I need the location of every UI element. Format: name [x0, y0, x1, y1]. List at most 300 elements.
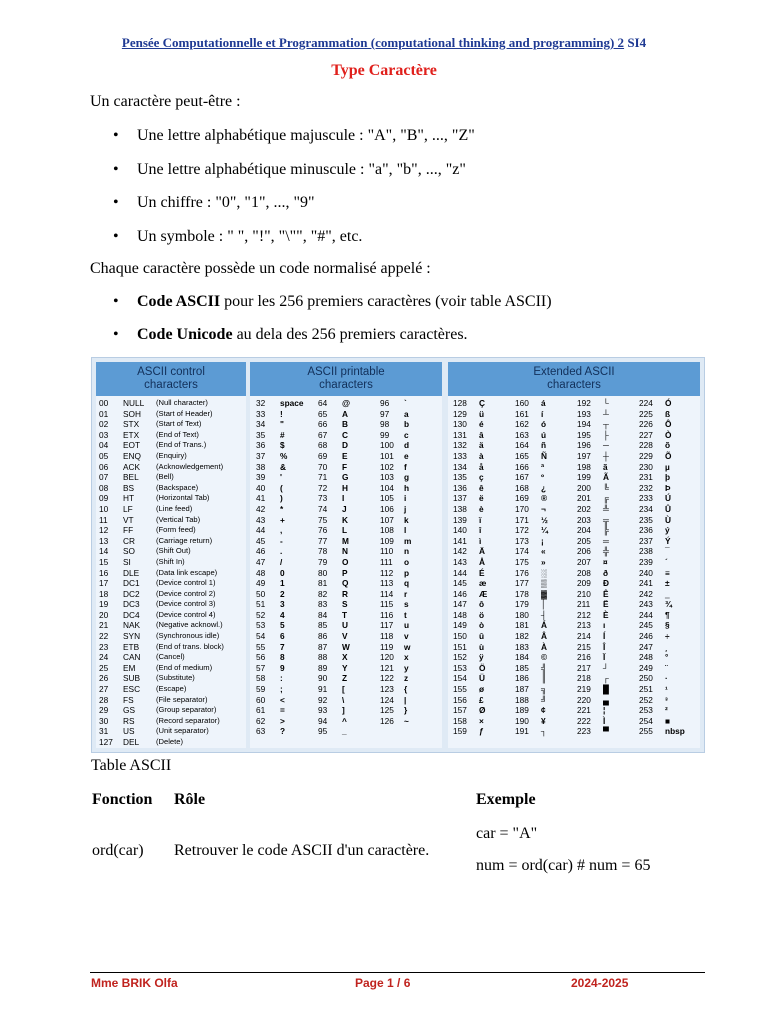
ascii-code: 24 — [99, 652, 109, 663]
ascii-code: 83 — [318, 599, 328, 610]
ascii-code: 97 — [380, 408, 390, 419]
ascii-abbrev: DC2 — [123, 588, 140, 599]
ascii-code: 134 — [453, 461, 467, 472]
ascii-char: ░ — [541, 567, 547, 578]
ascii-code: 155 — [453, 684, 467, 695]
ascii-char: ▄ — [603, 694, 609, 705]
ascii-code: 154 — [453, 673, 467, 684]
ascii-char: ´ — [665, 556, 668, 567]
ascii-table-image — [91, 357, 705, 753]
ascii-code: 55 — [256, 641, 266, 652]
ascii-code: 237 — [639, 535, 653, 546]
ascii-code: 255 — [639, 726, 653, 737]
ascii-char: Â — [541, 631, 547, 642]
ascii-code: 100 — [380, 440, 394, 451]
ascii-code: 233 — [639, 493, 653, 504]
ascii-code: 175 — [515, 556, 529, 567]
ascii-char: Ç — [479, 398, 485, 408]
ascii-char: 6 — [280, 631, 285, 642]
ascii-char: ` — [404, 398, 407, 408]
ascii-char: ß — [665, 408, 671, 419]
ascii-code: 76 — [318, 525, 328, 536]
ascii-char: Ü — [479, 673, 485, 684]
ascii-char: Ý — [665, 535, 671, 546]
ascii-code: 143 — [453, 556, 467, 567]
ascii-char: ┌ — [603, 673, 609, 684]
ascii-char: æ — [479, 578, 487, 589]
ascii-code: 176 — [515, 567, 529, 578]
ascii-code: 163 — [515, 429, 529, 440]
ascii-control-row — [96, 557, 246, 568]
ascii-code: 125 — [380, 705, 394, 716]
ascii-char: ╗ — [541, 684, 547, 695]
ascii-code: 13 — [99, 535, 109, 546]
ascii-char: . — [280, 546, 283, 557]
ascii-char: ö — [479, 609, 485, 620]
ascii-code: 177 — [515, 578, 529, 589]
ascii-code: 158 — [453, 715, 467, 726]
ascii-code: 23 — [99, 641, 109, 652]
ascii-code: 88 — [318, 652, 328, 663]
ascii-code: 75 — [318, 514, 328, 525]
ascii-char: , — [280, 525, 283, 536]
ascii-control-row — [96, 620, 246, 631]
ascii-char: V — [342, 631, 348, 642]
ascii-char: p — [404, 567, 410, 578]
ascii-char: ┼ — [603, 450, 609, 461]
ascii-code: 141 — [453, 535, 467, 546]
ascii-char: × — [479, 715, 484, 726]
ascii-code: 19 — [99, 599, 109, 610]
ascii-char: ═ — [603, 535, 609, 546]
ascii-char: 3 — [280, 599, 285, 610]
ascii-char: Ã — [603, 472, 609, 483]
ascii-code: 127 — [99, 737, 113, 747]
ascii-code: 135 — [453, 472, 467, 483]
ascii-control-row — [96, 504, 246, 515]
ascii-code: 227 — [639, 429, 653, 440]
ascii-code: 39 — [256, 472, 266, 483]
ascii-printable-row — [250, 430, 442, 441]
ascii-code: 49 — [256, 578, 266, 589]
ascii-code: 173 — [515, 535, 529, 546]
ascii-code: 82 — [318, 588, 328, 599]
ascii-control-row — [96, 599, 246, 610]
list-item-uppercase — [113, 127, 475, 145]
ascii-code: 60 — [256, 694, 266, 705]
ascii-char: û — [479, 631, 485, 642]
ascii-code: 53 — [256, 620, 266, 631]
list-item-lowercase — [113, 161, 466, 179]
header-title: Pensée Computationnelle et Programmation (computational thinking and programming) 2 — [121, 35, 625, 50]
ascii-code: 40 — [256, 482, 266, 493]
ascii-code: 65 — [318, 408, 328, 419]
ascii-code: 22 — [99, 631, 109, 642]
ascii-char: S — [342, 599, 348, 610]
bullet-icon: • — [113, 228, 119, 245]
ascii-char: B — [342, 419, 348, 430]
ascii-extended-row — [448, 515, 700, 526]
ascii-char: ¿ — [541, 482, 547, 493]
ascii-char: g — [404, 472, 410, 483]
ascii-code: 232 — [639, 482, 653, 493]
ascii-control-row — [96, 652, 246, 663]
ascii-description: (Escape) — [156, 684, 187, 694]
ascii-abbrev: ACK — [123, 461, 141, 472]
ascii-code: 204 — [577, 525, 591, 536]
ascii-control-panel — [96, 362, 246, 748]
ascii-control-row — [96, 451, 246, 462]
table-cell-role: Retrouver le code ASCII d'un caractère. — [174, 842, 430, 859]
ascii-char: │ — [541, 599, 547, 610]
ascii-printable-row — [250, 451, 442, 462]
ascii-code: 113 — [380, 578, 394, 589]
ascii-char: y — [404, 662, 409, 673]
ascii-code: 209 — [577, 578, 591, 589]
ascii-code: 57 — [256, 662, 266, 673]
ascii-char: ╦ — [603, 514, 609, 525]
ascii-description: (Shift Out) — [156, 546, 191, 556]
ascii-control-row — [96, 525, 246, 536]
table-header-role: Rôle — [174, 791, 206, 808]
ascii-control-row — [96, 684, 246, 695]
ascii-code: 87 — [318, 641, 328, 652]
ascii-code: 112 — [380, 567, 394, 578]
ascii-code: 189 — [515, 705, 529, 716]
ascii-code: 99 — [380, 429, 390, 440]
ascii-char: k — [404, 514, 409, 525]
ascii-char: d — [404, 440, 410, 451]
ascii-code: 123 — [380, 684, 394, 695]
ascii-char: ■ — [665, 715, 671, 726]
ascii-char: % — [280, 450, 288, 461]
ascii-code: 06 — [99, 461, 109, 472]
ascii-char: ç — [479, 472, 484, 483]
ascii-code: 91 — [318, 684, 328, 695]
ascii-extended-row — [448, 663, 700, 674]
ascii-char: ─ — [603, 440, 609, 451]
ascii-abbrev: ETB — [123, 641, 140, 652]
ascii-char: ▓ — [541, 588, 548, 599]
ascii-char: « — [541, 546, 546, 557]
ascii-abbrev: SYN — [123, 631, 141, 642]
ascii-char: Ø — [479, 705, 486, 716]
ascii-code: 133 — [453, 450, 467, 461]
ascii-code: 63 — [256, 726, 266, 737]
ascii-char: a — [404, 408, 409, 419]
ascii-code: 138 — [453, 503, 467, 514]
ascii-code: 115 — [380, 599, 394, 610]
list-item-ascii — [113, 293, 552, 311]
ascii-char: > — [280, 715, 285, 726]
ascii-description: (Record separator) — [156, 715, 220, 725]
ascii-printable-row — [250, 652, 442, 663]
ascii-printable-row — [250, 726, 442, 737]
ascii-extended-title — [448, 362, 700, 396]
ascii-code: 253 — [639, 705, 653, 716]
ascii-code: 64 — [318, 398, 328, 408]
ascii-char: ╠ — [603, 525, 609, 536]
bullet-icon: • — [113, 161, 119, 178]
ascii-code: 109 — [380, 535, 394, 546]
ascii-char: 7 — [280, 641, 285, 652]
ascii-extended-row — [448, 472, 700, 483]
ascii-code: 28 — [99, 694, 109, 705]
ascii-code: 195 — [577, 429, 591, 440]
ascii-code: 182 — [515, 631, 529, 642]
ascii-char: é — [479, 419, 484, 430]
ascii-code: 164 — [515, 440, 529, 451]
ascii-code: 152 — [453, 652, 467, 663]
ascii-code: 10 — [99, 503, 109, 514]
ascii-char: L — [342, 525, 348, 536]
ascii-printable-row — [250, 493, 442, 504]
ascii-code: 92 — [318, 694, 328, 705]
ascii-control-row — [96, 440, 246, 451]
ascii-code: 216 — [577, 652, 591, 663]
ascii-char: 5 — [280, 620, 285, 631]
ascii-code: 137 — [453, 493, 467, 504]
ascii-printable-row — [250, 620, 442, 631]
ascii-code: 71 — [318, 472, 328, 483]
ascii-code: 248 — [639, 652, 653, 663]
ascii-code: 05 — [99, 450, 109, 461]
ascii-code: 206 — [577, 546, 591, 557]
ascii-char: l — [404, 525, 407, 536]
ascii-char: ╝ — [541, 694, 547, 705]
ascii-code: 02 — [99, 419, 109, 430]
document-header — [0, 35, 768, 51]
ascii-code: 45 — [256, 535, 266, 546]
ascii-char: ÿ — [479, 652, 484, 663]
ascii-code: 246 — [639, 631, 653, 642]
ascii-printable-rows — [250, 398, 442, 737]
ascii-char: ² — [665, 705, 668, 716]
ascii-abbrev: STX — [123, 419, 140, 430]
ascii-char: q — [404, 578, 410, 589]
ascii-char: ® — [541, 493, 548, 504]
ascii-code: 35 — [256, 429, 266, 440]
ascii-char: º — [541, 472, 545, 483]
ascii-extended-row — [448, 610, 700, 621]
ascii-control-row — [96, 483, 246, 494]
ascii-char: Î — [603, 641, 606, 652]
ascii-printable-row — [250, 589, 442, 600]
ascii-abbrev: SO — [123, 546, 135, 557]
ascii-char: T — [342, 609, 348, 620]
ascii-code: 254 — [639, 715, 653, 726]
ascii-printable-row — [250, 663, 442, 674]
ascii-description: (Group separator) — [156, 705, 217, 715]
ascii-char: ¾ — [665, 599, 672, 610]
ascii-code: 244 — [639, 609, 653, 620]
ascii-char: ┐ — [541, 726, 547, 737]
ascii-char: J — [342, 503, 347, 514]
ascii-code: 46 — [256, 546, 266, 557]
ascii-code: 94 — [318, 715, 328, 726]
ascii-abbrev: CR — [123, 535, 135, 546]
ascii-code: 200 — [577, 482, 591, 493]
ascii-code: 218 — [577, 673, 591, 684]
ascii-code: 212 — [577, 609, 591, 620]
ascii-code: 98 — [380, 419, 390, 430]
ascii-char: ä — [479, 440, 484, 451]
ascii-control-row — [96, 642, 246, 653]
ascii-printable-row — [250, 546, 442, 557]
ascii-char: v — [404, 631, 409, 642]
ascii-abbrev: SOH — [123, 408, 141, 419]
footer-author: Mme BRIK Olfa — [91, 976, 178, 990]
ascii-code: 168 — [515, 482, 529, 493]
list-item-text: au dela des 256 premiers caractères. — [232, 326, 468, 343]
ascii-code: 126 — [380, 715, 394, 726]
ascii-code: 67 — [318, 429, 328, 440]
ascii-code: 144 — [453, 567, 467, 578]
ascii-abbrev: US — [123, 726, 135, 737]
ascii-abbrev: BEL — [123, 472, 139, 483]
ascii-char: ; — [280, 684, 283, 695]
ascii-code: 210 — [577, 588, 591, 599]
ascii-control-row — [96, 726, 246, 737]
list-item-bold: Code ASCII — [137, 293, 221, 310]
ascii-char: ô — [479, 599, 485, 610]
ascii-printable-row — [250, 472, 442, 483]
ascii-char: ³ — [665, 694, 668, 705]
ascii-code: 243 — [639, 599, 653, 610]
ascii-char: ý — [665, 525, 670, 536]
ascii-char: = — [280, 705, 285, 716]
ascii-printable-row — [250, 462, 442, 473]
ascii-code: 128 — [453, 398, 467, 408]
ascii-control-rows — [96, 398, 246, 748]
ascii-char: Ú — [665, 493, 671, 504]
ascii-code: 211 — [577, 599, 591, 610]
codes-intro-paragraph: Chaque caractère possède un code normalisé appelé : — [90, 260, 431, 277]
ascii-char: P — [342, 567, 348, 578]
ascii-code: 121 — [380, 662, 394, 673]
ascii-code: 14 — [99, 546, 109, 557]
ascii-char: ñ — [541, 440, 547, 451]
ascii-char: ] — [342, 705, 345, 716]
ascii-char: e — [404, 450, 409, 461]
ascii-extended-row — [448, 695, 700, 706]
table-cell-exemple-line1: car = "A" — [476, 825, 538, 842]
ascii-char: $ — [280, 440, 285, 451]
ascii-printable-row — [250, 515, 442, 526]
ascii-char: ½ — [541, 514, 548, 525]
ascii-code: 150 — [453, 631, 467, 642]
ascii-extended-row — [448, 462, 700, 473]
ascii-char: ò — [479, 620, 485, 631]
ascii-char: ó — [541, 419, 547, 430]
ascii-char: h — [404, 482, 410, 493]
ascii-description: (Backspace) — [156, 482, 199, 492]
ascii-code: 242 — [639, 588, 653, 599]
ascii-printable-title — [250, 362, 442, 396]
list-item-text: Une lettre alphabétique minuscule : "a", "b", ..., "z" — [137, 161, 466, 178]
ascii-char: Õ — [665, 450, 672, 461]
ascii-code: 197 — [577, 450, 591, 461]
ascii-code: 196 — [577, 440, 591, 451]
ascii-char: É — [479, 567, 485, 578]
ascii-code: 47 — [256, 556, 266, 567]
ascii-code: 198 — [577, 461, 591, 472]
ascii-description: (Enquiry) — [156, 450, 187, 460]
ascii-description: (Synchronous idle) — [156, 631, 220, 641]
bullet-icon: • — [113, 194, 119, 211]
ascii-char: è — [479, 503, 484, 514]
footer-year: 2024-2025 — [571, 976, 629, 990]
ascii-code: 224 — [639, 398, 653, 408]
ascii-char: b — [404, 419, 410, 430]
ascii-extended-row — [448, 409, 700, 420]
ascii-code: 186 — [515, 673, 529, 684]
ascii-printable-row — [250, 398, 442, 409]
ascii-printable-row — [250, 610, 442, 621]
ascii-code: 251 — [639, 684, 653, 695]
ascii-control-row — [96, 546, 246, 557]
ascii-code: 236 — [639, 525, 653, 536]
ascii-description: (Device control 4) — [156, 609, 216, 619]
ascii-code: 228 — [639, 440, 653, 451]
ascii-control-row — [96, 419, 246, 430]
list-item-unicode — [113, 326, 468, 344]
ascii-code: 119 — [380, 641, 394, 652]
ascii-char: È — [603, 609, 609, 620]
ascii-char: Ä — [479, 546, 485, 557]
header-class: SI4 — [624, 35, 647, 50]
ascii-char: \ — [342, 694, 345, 705]
ascii-description: (Form feed) — [156, 525, 196, 535]
ascii-char: î — [479, 525, 482, 536]
ascii-code: 00 — [99, 398, 109, 408]
ascii-abbrev: DC3 — [123, 599, 140, 610]
ascii-code: 103 — [380, 472, 394, 483]
ascii-char: Ó — [665, 398, 672, 408]
ascii-char: W — [342, 641, 350, 652]
ascii-code: 102 — [380, 461, 394, 472]
ascii-code: 86 — [318, 631, 328, 642]
ascii-char: U — [342, 620, 348, 631]
ascii-char: Ù — [665, 514, 671, 525]
ascii-description: (Null character) — [156, 398, 208, 407]
ascii-abbrev: VT — [123, 514, 134, 525]
ascii-code: 95 — [318, 726, 328, 737]
ascii-char: w — [404, 641, 411, 652]
ascii-printable-row — [250, 631, 442, 642]
ascii-char: space — [280, 398, 304, 408]
ascii-code: 149 — [453, 620, 467, 631]
ascii-control-row — [96, 673, 246, 684]
ascii-char: ÷ — [665, 631, 670, 642]
ascii-char: F — [342, 461, 348, 472]
ascii-code: 190 — [515, 715, 529, 726]
ascii-control-row — [96, 568, 246, 579]
ascii-code: 241 — [639, 578, 653, 589]
ascii-extended-row — [448, 451, 700, 462]
ascii-control-row — [96, 737, 246, 748]
ascii-code: 194 — [577, 419, 591, 430]
ascii-abbrev: GS — [123, 705, 135, 716]
ascii-char: < — [280, 694, 285, 705]
ascii-description: (Bell) — [156, 472, 174, 482]
ascii-code: 69 — [318, 450, 328, 461]
ascii-code: 116 — [380, 609, 394, 620]
ascii-char: å — [479, 461, 484, 472]
ascii-code: 222 — [577, 715, 591, 726]
ascii-code: 220 — [577, 694, 591, 705]
ascii-char: Ë — [603, 599, 609, 610]
